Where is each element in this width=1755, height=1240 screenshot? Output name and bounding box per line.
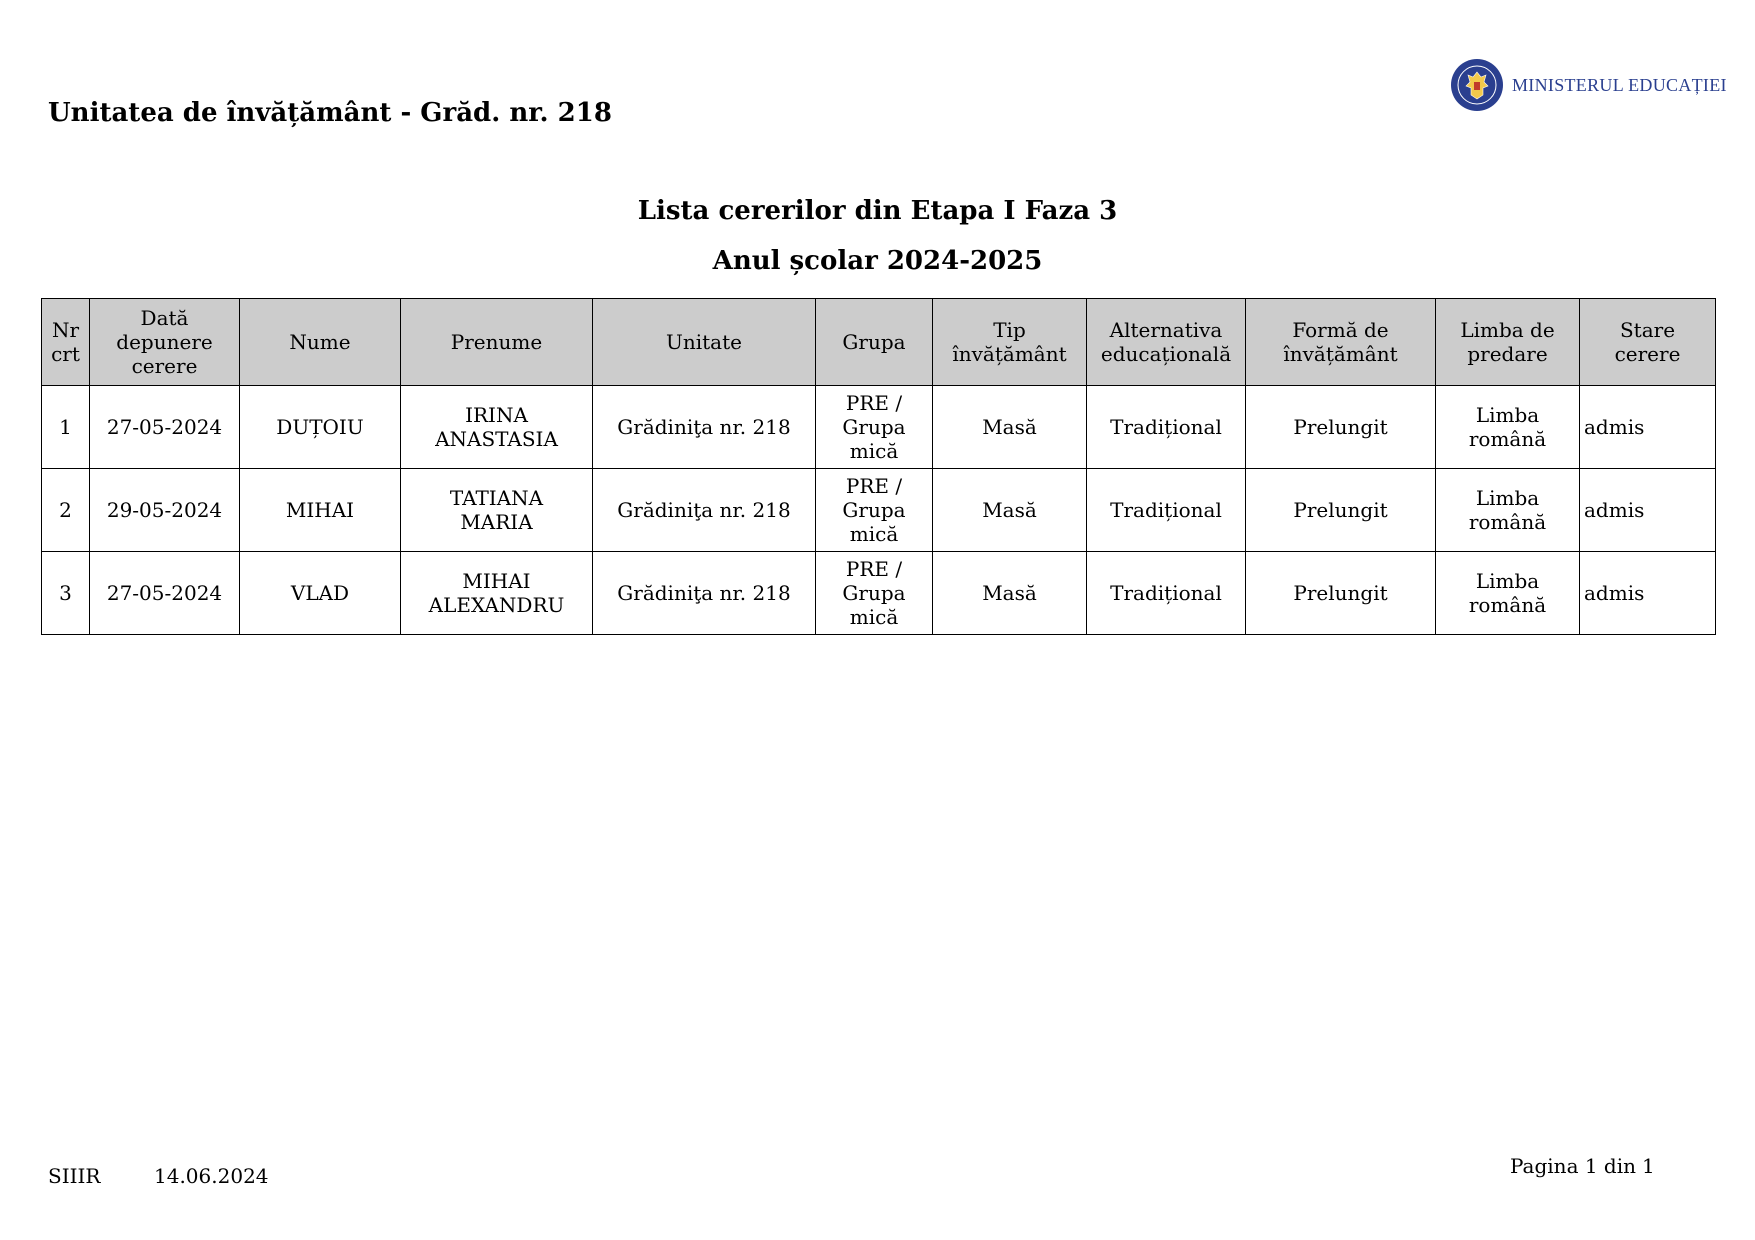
- page-number: [1510, 1154, 1661, 1178]
- cell-data: 27-05-2024: [90, 386, 240, 469]
- cell-line: cerere: [1614, 342, 1681, 366]
- column-header: [1436, 299, 1580, 386]
- cell-line: Grupa: [842, 581, 906, 605]
- cell-line: TATIANA: [449, 486, 544, 510]
- cell-forma: Prelungit: [1246, 469, 1436, 552]
- cell-line: Unitate: [666, 330, 742, 354]
- cell-tip: Masă: [933, 386, 1087, 469]
- unit-title: Unitatea de învățământ - Grăd. nr. 218: [48, 98, 612, 128]
- table-body: [42, 386, 1716, 635]
- cell-limba: [1436, 386, 1580, 469]
- cell-line: Dată: [140, 306, 189, 330]
- column-header: [1246, 299, 1436, 386]
- cell-alternativa: Tradițional: [1087, 386, 1246, 469]
- cell-line: IRINA: [465, 403, 528, 427]
- column-header: [90, 299, 240, 386]
- cell-forma: Prelungit: [1246, 552, 1436, 635]
- cell-line: Limba: [1475, 569, 1540, 593]
- table-row: [42, 386, 1716, 469]
- cell-line: PRE /: [845, 474, 903, 498]
- column-header: [240, 299, 401, 386]
- cell-line: Grupa: [842, 330, 906, 354]
- ministry-logo: [1450, 58, 1727, 112]
- column-header: [42, 299, 90, 386]
- cell-line: predare: [1467, 342, 1548, 366]
- cell-limba: [1436, 552, 1580, 635]
- cell-prenume: [401, 469, 593, 552]
- cell-line: Stare: [1619, 318, 1676, 342]
- cell-nume: MIHAI: [240, 469, 401, 552]
- footer-date: 14.06.2024: [154, 1164, 269, 1188]
- column-header: [1580, 299, 1716, 386]
- cell-line: crt: [51, 342, 80, 366]
- cell-alternativa: Tradițional: [1087, 552, 1246, 635]
- column-header: [933, 299, 1087, 386]
- column-header: [816, 299, 933, 386]
- cell-line: ANASTASIA: [435, 427, 558, 451]
- cell-grupa: [816, 469, 933, 552]
- cell-unitate: Grădiniţa nr. 218: [593, 552, 816, 635]
- cell-nr: 2: [42, 469, 90, 552]
- cell-line: învățământ: [952, 342, 1067, 366]
- cell-grupa: [816, 386, 933, 469]
- cell-prenume: [401, 552, 593, 635]
- cell-line: educațională: [1100, 342, 1232, 366]
- cell-line: ALEXANDRU: [428, 593, 565, 617]
- cell-line: Alternativa: [1109, 318, 1223, 342]
- cell-data: 27-05-2024: [90, 552, 240, 635]
- cell-data: 29-05-2024: [90, 469, 240, 552]
- column-header: [1087, 299, 1246, 386]
- cell-line: Tip: [993, 318, 1026, 342]
- cell-nr: 3: [42, 552, 90, 635]
- document-title: Lista cererilor din Etapa I Faza 3: [637, 196, 1118, 226]
- cell-grupa: [816, 552, 933, 635]
- cell-line: Limba: [1475, 403, 1540, 427]
- footer-system: SIIIR: [48, 1164, 101, 1188]
- cell-line: MIHAI: [462, 569, 531, 593]
- cell-prenume: [401, 386, 593, 469]
- cell-line: învățământ: [1283, 342, 1398, 366]
- table-row: [42, 552, 1716, 635]
- school-year: Anul școlar 2024-2025: [712, 246, 1043, 276]
- cell-tip: Masă: [933, 552, 1087, 635]
- cell-stare: admis: [1580, 469, 1716, 552]
- cell-nume: DUȚOIU: [240, 386, 401, 469]
- government-seal-icon: [1450, 58, 1504, 112]
- column-header: [401, 299, 593, 386]
- ministry-name: MINISTERUL EDUCAȚIEI: [1512, 74, 1727, 95]
- page-total: 1: [1642, 1154, 1655, 1178]
- cell-stare: admis: [1580, 386, 1716, 469]
- cell-line: MARIA: [460, 510, 533, 534]
- cell-line: mică: [849, 522, 899, 546]
- cell-unitate: Grădiniţa nr. 218: [593, 469, 816, 552]
- cell-line: PRE /: [845, 391, 903, 415]
- cell-line: Nr: [51, 318, 80, 342]
- requests-table: [41, 298, 1716, 635]
- cell-line: mică: [849, 605, 899, 629]
- cell-line: română: [1468, 593, 1547, 617]
- cell-line: Limba de: [1460, 318, 1555, 342]
- cell-line: română: [1468, 510, 1547, 534]
- cell-line: depunere: [116, 330, 213, 354]
- cell-tip: Masă: [933, 469, 1087, 552]
- table-header-row: [42, 299, 1716, 386]
- cell-line: PRE /: [845, 557, 903, 581]
- cell-line: Nume: [289, 330, 351, 354]
- cell-nume: VLAD: [240, 552, 401, 635]
- cell-line: Formă de: [1292, 318, 1389, 342]
- page-label: Pagina 1 din: [1510, 1154, 1637, 1178]
- table-row: [42, 469, 1716, 552]
- cell-line: română: [1468, 427, 1547, 451]
- cell-line: Limba: [1475, 486, 1540, 510]
- cell-nr: 1: [42, 386, 90, 469]
- cell-line: cerere: [131, 354, 198, 378]
- cell-line: Grupa: [842, 415, 906, 439]
- cell-stare: admis: [1580, 552, 1716, 635]
- column-header: [593, 299, 816, 386]
- cell-alternativa: Tradițional: [1087, 469, 1246, 552]
- cell-unitate: Grădiniţa nr. 218: [593, 386, 816, 469]
- cell-limba: [1436, 469, 1580, 552]
- cell-forma: Prelungit: [1246, 386, 1436, 469]
- cell-line: Grupa: [842, 498, 906, 522]
- cell-line: Prenume: [450, 330, 543, 354]
- cell-line: mică: [849, 439, 899, 463]
